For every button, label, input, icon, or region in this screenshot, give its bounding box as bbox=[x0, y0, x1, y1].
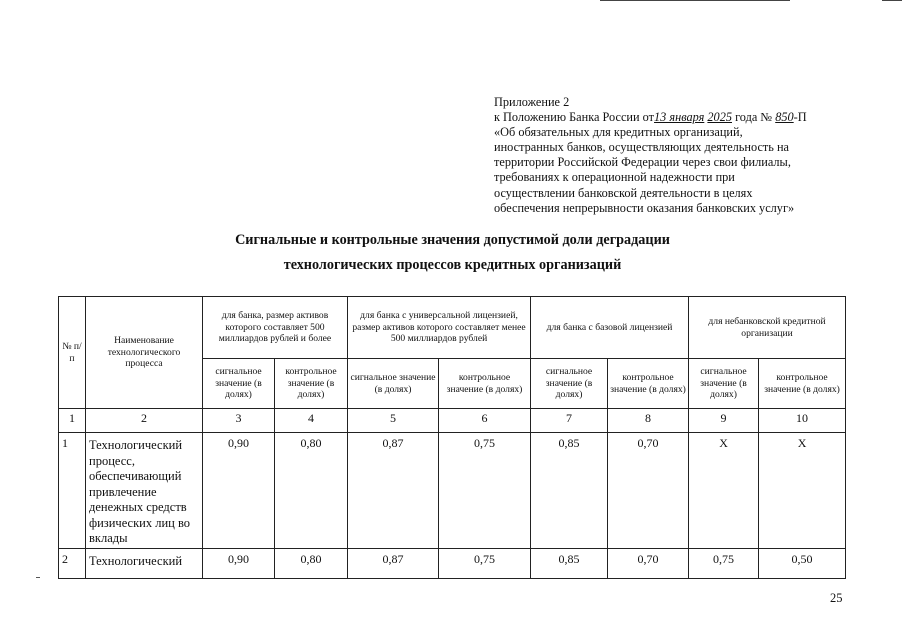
value-cell: 0,87 bbox=[348, 433, 439, 549]
table-row bbox=[59, 433, 846, 549]
appendix-header bbox=[494, 95, 854, 216]
value-cell: Х bbox=[759, 433, 846, 549]
header-group-nonbank: для небанковской кредитной организации bbox=[689, 297, 846, 359]
appendix-regulation-line bbox=[494, 110, 854, 125]
handwritten-number: 850 bbox=[775, 110, 794, 125]
handwritten-year: 2025 bbox=[707, 110, 732, 125]
value-cell: 0,90 bbox=[203, 548, 275, 578]
thresholds-table bbox=[58, 296, 846, 579]
header-control: контрольное значение (в долях) bbox=[439, 359, 531, 409]
column-number: 5 bbox=[348, 409, 439, 433]
value-cell: Х bbox=[689, 433, 759, 549]
header-group-large-bank: для банка, размер активов которого составляет 500 миллиардов рублей и более bbox=[203, 297, 348, 359]
document-title-line1: Сигнальные и контрольные значения допустимой доли деградации bbox=[235, 232, 670, 248]
value-cell: 0,85 bbox=[531, 548, 608, 578]
header-control: контрольное значение (в долях) bbox=[275, 359, 348, 409]
header-group-basic-bank: для банка с базовой лицензией bbox=[531, 297, 689, 359]
page-number: 25 bbox=[830, 591, 843, 605]
value-cell: 0,75 bbox=[439, 548, 531, 578]
appendix-line: требованиях к операционной надежности при bbox=[494, 170, 735, 185]
header-signal: сигнальное значение (в долях) bbox=[348, 359, 439, 409]
appendix-number-suffix: -П bbox=[793, 110, 807, 125]
appendix-line: «Об обязательных для кредитных организаций, bbox=[494, 125, 743, 140]
column-number: 10 bbox=[759, 409, 846, 433]
column-number: 6 bbox=[439, 409, 531, 433]
table-row bbox=[59, 548, 846, 578]
value-cell: 0,70 bbox=[608, 433, 689, 549]
appendix-prefix: к Положению Банка России от bbox=[494, 110, 655, 125]
column-number: 2 bbox=[86, 409, 203, 433]
appendix-line: иностранных банков, осуществляющих деятельность на bbox=[494, 140, 789, 155]
handwritten-date: 13 января bbox=[654, 110, 705, 125]
header-control: контрольное значение (в долях) bbox=[759, 359, 846, 409]
value-cell: 0,50 bbox=[759, 548, 846, 578]
header-number: № п/п bbox=[59, 297, 86, 409]
value-cell: 0,75 bbox=[689, 548, 759, 578]
row-number: 2 bbox=[59, 548, 86, 578]
appendix-line: территории Российской Федерации через свои филиалы, bbox=[494, 155, 791, 170]
value-cell: 0,70 bbox=[608, 548, 689, 578]
column-number-row bbox=[59, 409, 846, 433]
scan-top-line-short bbox=[882, 0, 902, 1]
header-process-name: Наименование технологического процесса bbox=[86, 297, 203, 409]
column-number: 7 bbox=[531, 409, 608, 433]
appendix-year-suffix: года № bbox=[732, 110, 773, 125]
value-cell: 0,90 bbox=[203, 433, 275, 549]
value-cell: 0,75 bbox=[439, 433, 531, 549]
header-signal: сигнальное значение (в долях) bbox=[531, 359, 608, 409]
scan-top-line bbox=[600, 0, 790, 1]
document-title-line2: технологических процессов кредитных организаций bbox=[283, 257, 622, 273]
column-number: 9 bbox=[689, 409, 759, 433]
appendix-line: осуществлении банковской деятельности в целях bbox=[494, 185, 753, 200]
value-cell: 0,80 bbox=[275, 433, 348, 549]
process-name: Технологический процесс, обеспечивающий привлечение денежных средств физических лиц во вклады bbox=[86, 433, 203, 549]
column-number: 3 bbox=[203, 409, 275, 433]
value-cell: 0,87 bbox=[348, 548, 439, 578]
appendix-title: Приложение 2 bbox=[494, 95, 570, 109]
header-signal: сигнальное значение (в долях) bbox=[689, 359, 759, 409]
header-signal: сигнальное значение (в долях) bbox=[203, 359, 275, 409]
header-group-universal-bank: для банка с универсальной лицензией, размер активов которого составляет менее 500 миллиардов рублей bbox=[348, 297, 531, 359]
scan-mark bbox=[36, 577, 40, 578]
column-number: 8 bbox=[608, 409, 689, 433]
value-cell: 0,80 bbox=[275, 548, 348, 578]
header-control: контрольное значение (в долях) bbox=[608, 359, 689, 409]
process-name: Технологический bbox=[86, 548, 203, 578]
appendix-line: обеспечения непрерывности оказания банковских услуг» bbox=[494, 200, 795, 215]
value-cell: 0,85 bbox=[531, 433, 608, 549]
column-number: 4 bbox=[275, 409, 348, 433]
row-number: 1 bbox=[59, 433, 86, 549]
column-number: 1 bbox=[59, 409, 86, 433]
